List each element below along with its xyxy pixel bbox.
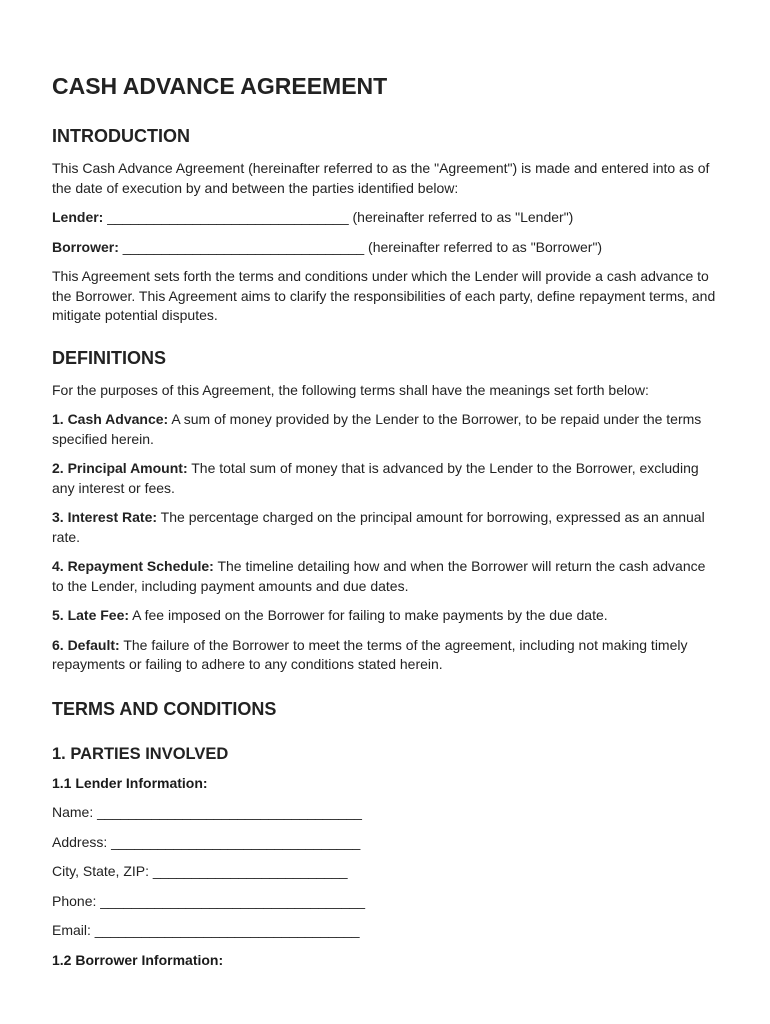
lender-email-field: Email: __________________________________ [52,922,360,938]
definition-item [52,557,718,596]
lender-city-state-zip-field: City, State, ZIP: _________________________ [52,863,348,879]
borrower-line [52,238,718,258]
lender-info-heading: 1.1 Lender Information: [52,774,208,791]
definition-text: The timeline detailing how and when the Borrower will return the cash advance to the Lender, including payment amounts and due dates. [52,558,706,594]
purpose-paragraph: This Agreement sets forth the terms and conditions under which the Lender will provide a cash advance to the Borrower. This Agreement aims to clarify the responsibilities of each party, define repayment terms, and mitigate potential disputes. [52,268,716,323]
definition-item [52,459,718,498]
definition-item [52,508,718,547]
definition-item [52,410,718,449]
terms-heading: TERMS AND CONDITIONS [52,698,277,719]
definition-text: The failure of the Borrower to meet the terms of the agreement, including not making timely repayments or failing to adhere to any conditions stated herein. [52,636,688,672]
lender-blank: _______________________________ (hereinafter referred to as "Lender") [103,209,574,225]
definition-term: 4. Repayment Schedule: [52,558,214,574]
definition-text: A fee imposed on the Borrower for failing to make payments by the due date. [129,607,608,623]
parties-heading: 1. PARTIES INVOLVED [52,744,229,763]
definition-term: 2. Principal Amount: [52,460,188,476]
definition-text: The total sum of money that is advanced by the Lender to the Borrower, excluding any interest or fees. [52,460,699,496]
lender-address-field: Address: ________________________________ [52,833,361,850]
definition-text: A sum of money provided by the Lender to the Borrower, to be repaid under the terms specified herein. [52,411,702,447]
borrower-label: Borrower: [52,238,119,255]
lender-line [52,208,718,228]
document-title: CASH ADVANCE AGREEMENT [52,73,388,99]
lender-phone-field: Phone: __________________________________ [52,892,365,909]
definition-item [52,606,718,626]
definition-term: 5. Late Fee: [52,607,130,623]
lender-label: Lender: [52,209,104,225]
introduction-paragraph: This Cash Advance Agreement (hereinafter referred to as the "Agreement") is made and entered into as of the date of execution by and between the parties identified below: [52,160,710,196]
definition-text: The percentage charged on the principal amount for borrowing, expressed as an annual rate. [52,509,705,545]
definitions-intro: For the purposes of this Agreement, the following terms shall have the meanings set forth below: [52,381,649,398]
definition-item [52,636,718,675]
definition-term: 1. Cash Advance: [52,411,169,427]
definitions-heading: DEFINITIONS [52,347,167,368]
borrower-blank: _______________________________ (hereinafter referred to as "Borrower") [118,238,603,255]
borrower-info-heading: 1.2 Borrower Information: [52,951,224,968]
lender-name-field: Name: __________________________________ [52,804,362,820]
definition-term: 3. Interest Rate: [52,509,158,525]
definition-term: 6. Default: [52,636,120,653]
introduction-heading: INTRODUCTION [52,126,190,146]
